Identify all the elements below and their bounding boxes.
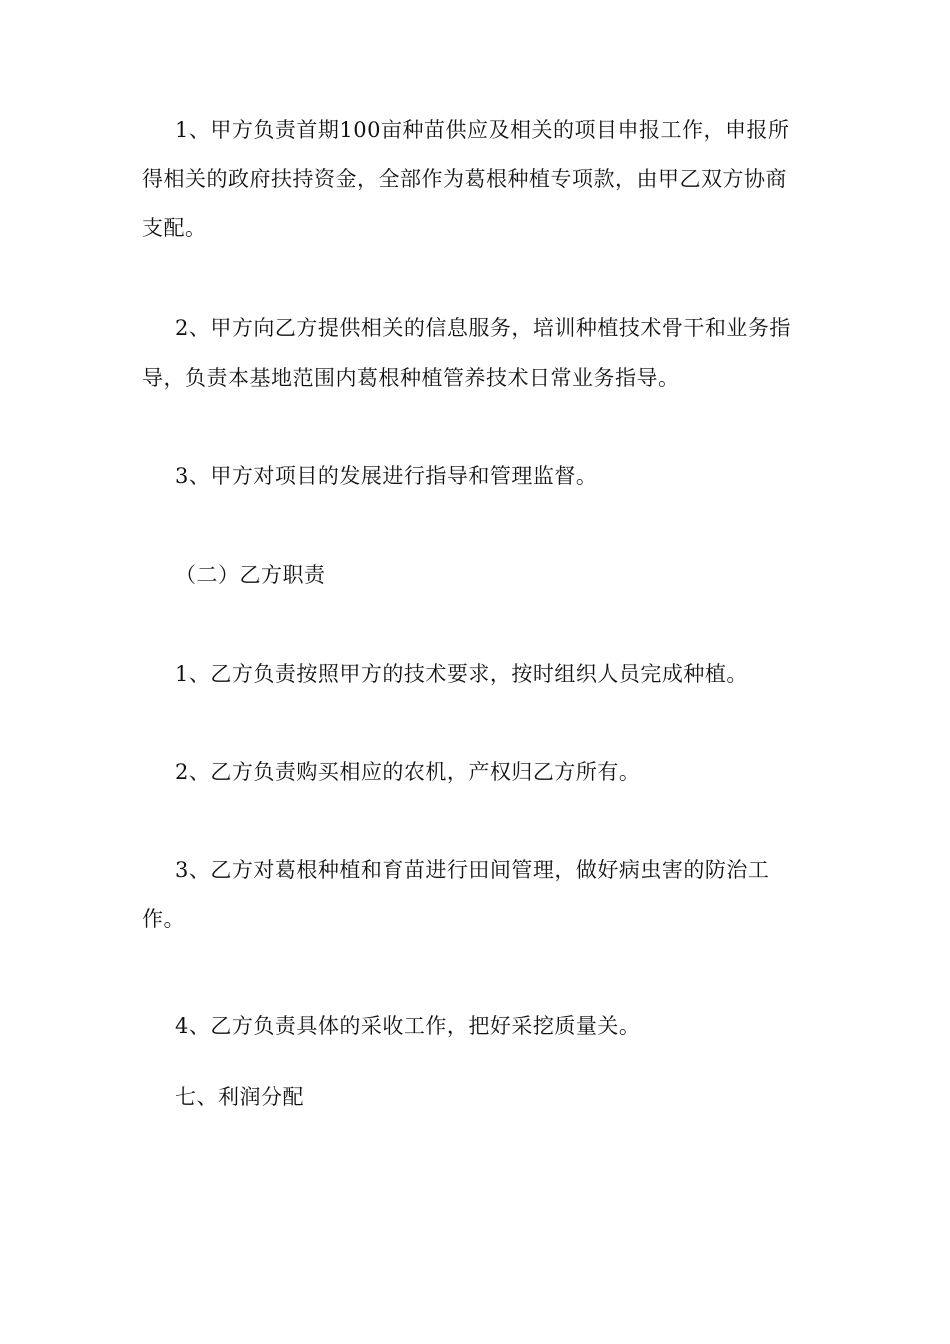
paragraph-7-line-2: 作。 (142, 907, 185, 931)
paragraph-1-line-1: 1、甲方负责首期100亩种苗供应及相关的项目申报工作，申报所 (175, 118, 790, 142)
paragraph-3-line-1: 3、甲方对项目的发展进行指导和管理监督。 (175, 464, 598, 488)
paragraph-8-line-1: 4、乙方负责具体的采收工作，把好采挖质量关。 (175, 1014, 641, 1038)
paragraph-7-line-1: 3、乙方对葛根种植和育苗进行田间管理，做好病虫害的防治工 (175, 858, 770, 882)
paragraph-2-line-2: 导，负责本基地范围内葛根种植管养技术日常业务指导。 (142, 366, 680, 390)
paragraph-1-line-2: 得相关的政府扶持资金，全部作为葛根种植专项款，由甲乙双方协商 (142, 167, 787, 191)
paragraph-6-line-1: 2、乙方负责购买相应的农机，产权归乙方所有。 (175, 760, 641, 784)
section-heading-profit-distribution: 七、利润分配 (175, 1085, 304, 1109)
paragraph-2-line-1: 2、甲方向乙方提供相关的信息服务，培训种植技术骨干和业务指 (175, 316, 791, 340)
section-heading-party-b-duties: （二）乙方职责 (175, 563, 326, 587)
paragraph-1-line-3: 支配。 (142, 216, 207, 240)
paragraph-5-line-1: 1、乙方负责按照甲方的技术要求，按时组织人员完成种植。 (175, 662, 748, 686)
